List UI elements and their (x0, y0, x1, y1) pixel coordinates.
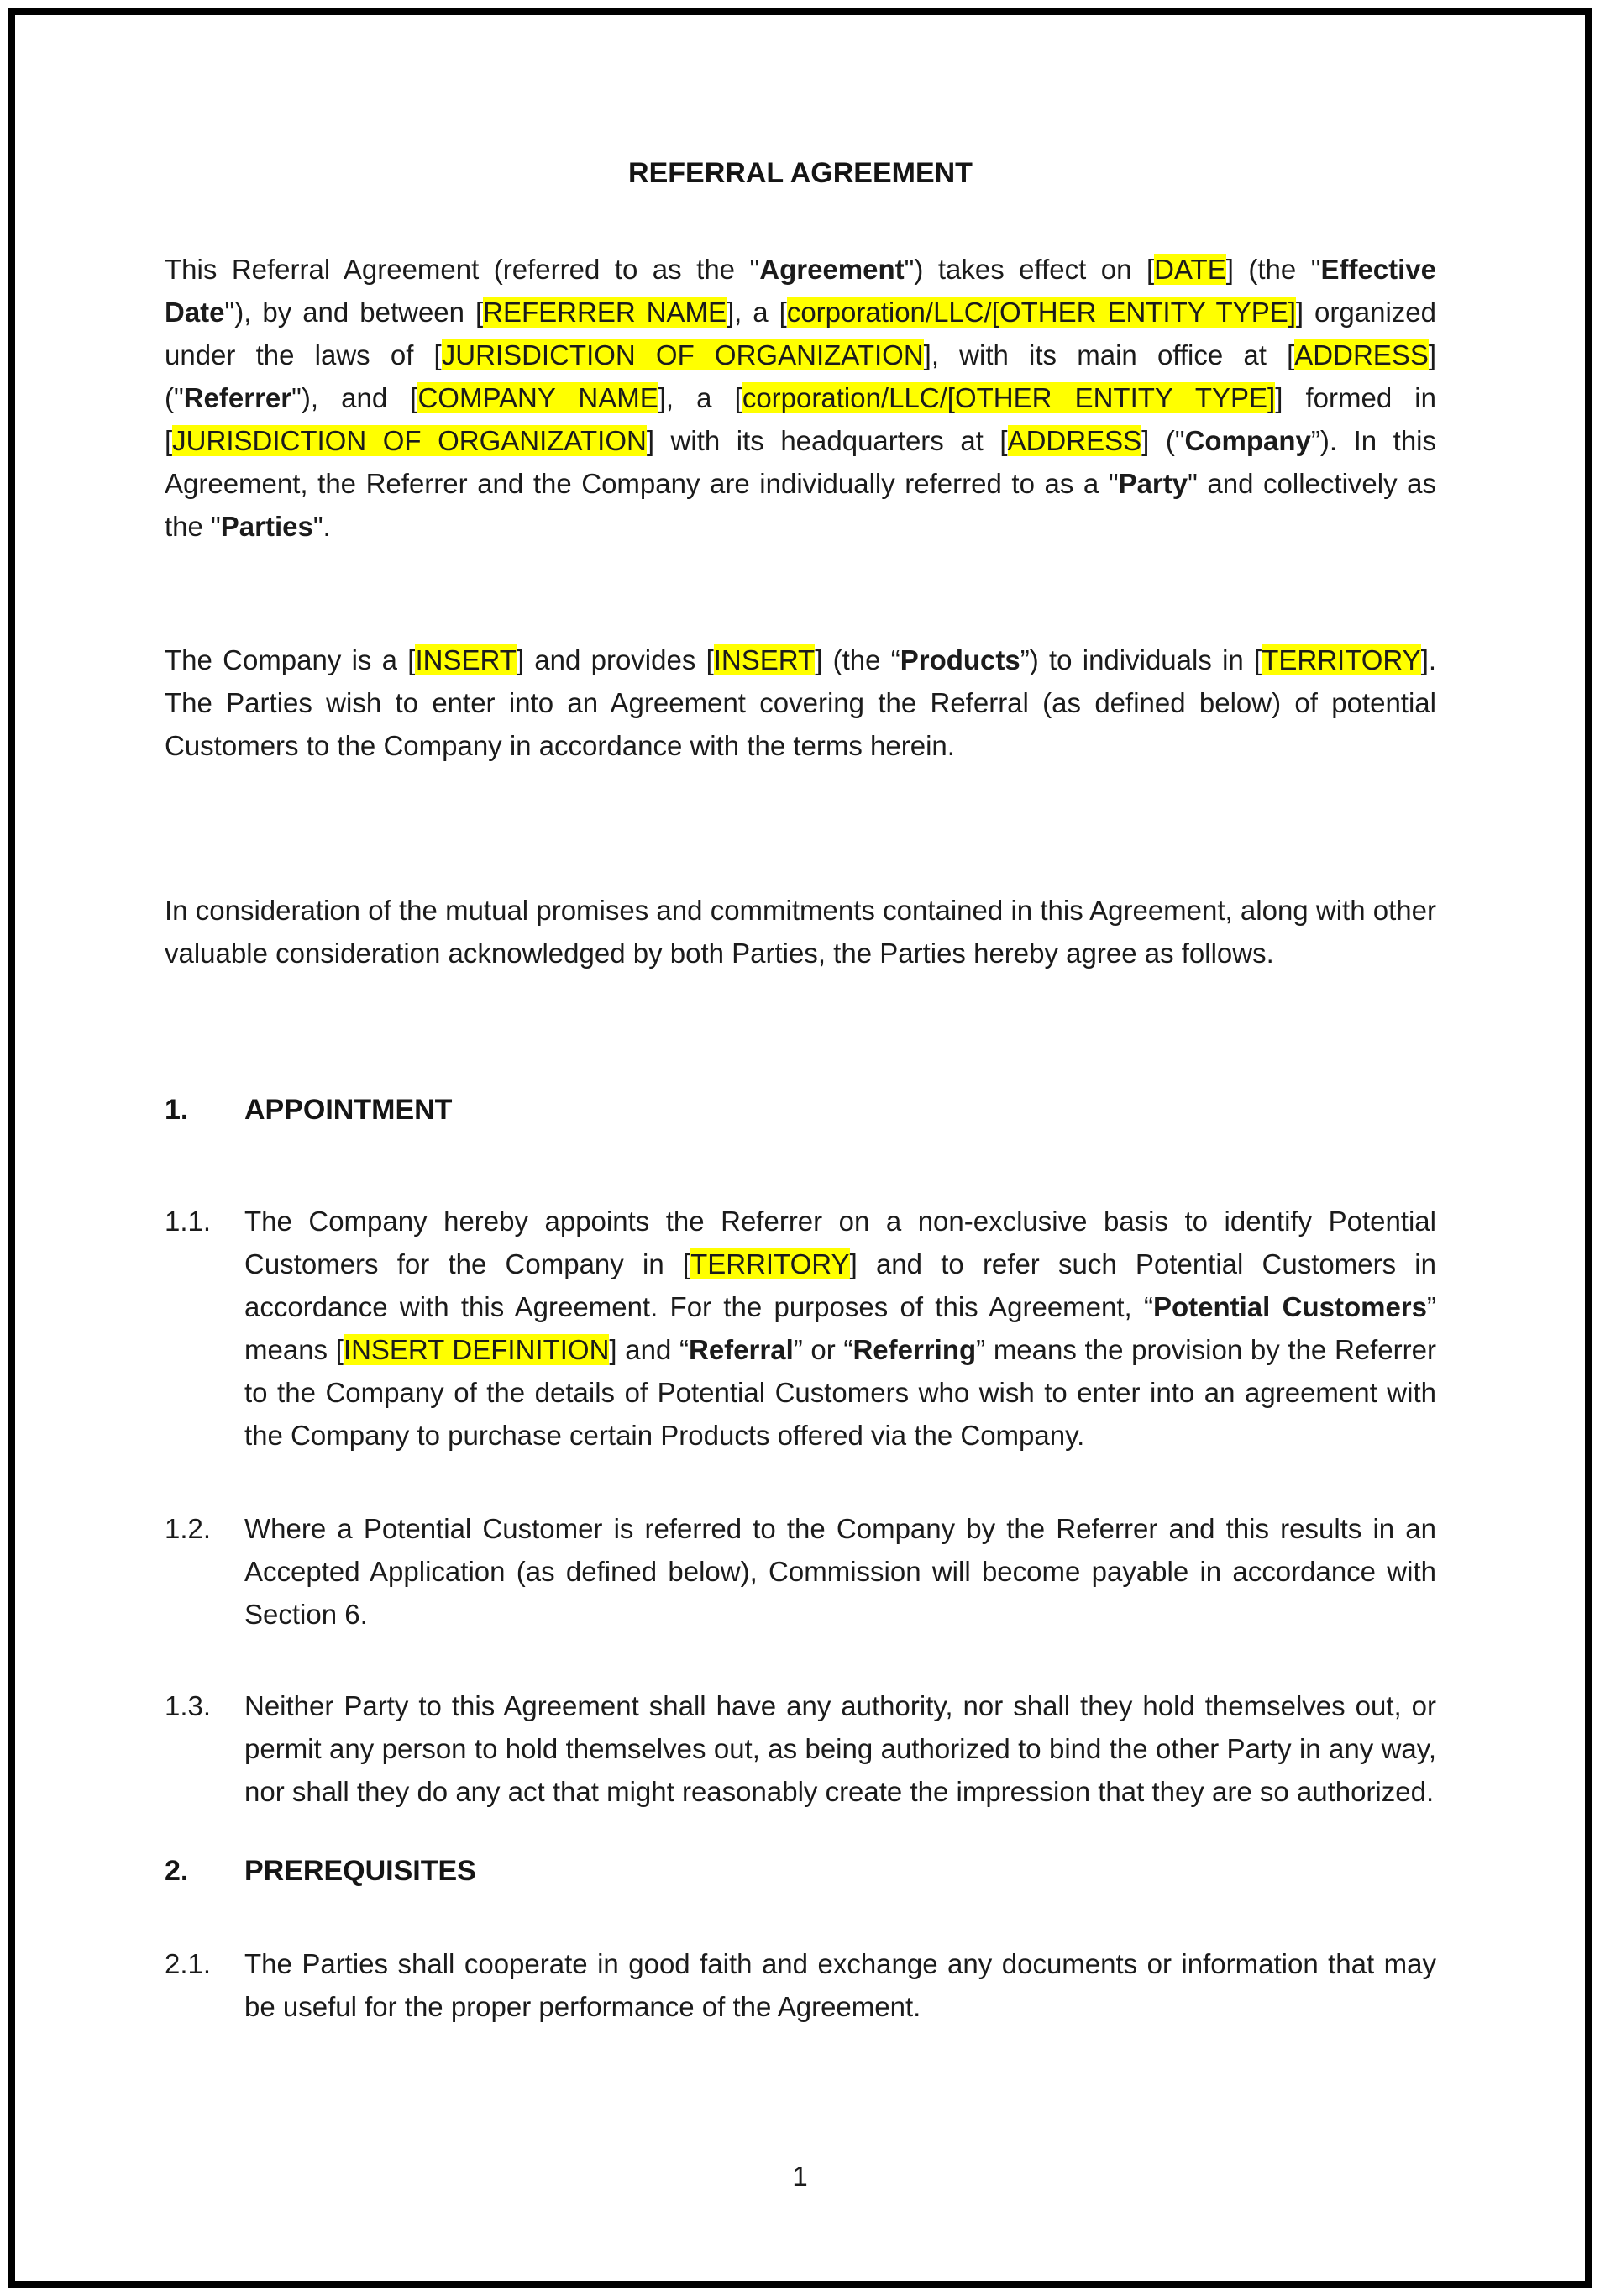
consideration-paragraph: In consideration of the mutual promises and commitments contained in this Agreement, along with other valuable consideration acknowledged by both Parties, the Parties hereby agree as follows. (165, 895, 1436, 969)
clause-1-2 (165, 1507, 1436, 1636)
section-heading-prerequisites (165, 1853, 1436, 1889)
clause-1-1 (165, 1200, 1436, 1457)
intro-paragraph: This Referral Agreement (referred to as the "Agreement") takes effect on [DATE] (the "Effective Date"), by and between [REFERRER NAME], a [corporation/LLC/[OTHER ENTITY TYPE]] organized under the laws of [JURISDICTION OF ORGANIZATION], with its main office at [ADDRESS] ("Referrer"), and [COMPANY NAME], a [corporation/LLC/[OTHER ENTITY TYPE]] formed in [JURISDICTION OF ORGANIZATION] with its headquarters at [ADDRESS] ("Company”). In this Agreement, the Referrer and the Company are individually referred to as a "Party" and collectively as the "Parties". (165, 254, 1437, 542)
recitals-paragraph: The Company is a [INSERT] and provides [INSERT] (the “Products”) to individuals in [TERRITORY]. The Parties wish to enter into an Agreement covering the Referral (as defined below) of potential Customers to the Company in accordance with the terms herein. (165, 644, 1437, 761)
section-number: 1. (165, 1094, 189, 1126)
section-title: APPOINTMENT (244, 1094, 453, 1126)
clause-number: 1.3. (165, 1690, 212, 1721)
clause-number: 1.1. (165, 1206, 212, 1237)
section-title: PREREQUISITES (244, 1855, 476, 1887)
clause-text: Neither Party to this Agreement shall have any authority, nor shall they hold themselves out, or permit any person to hold themselves out, as being authorized to bind the other Party in any way, nor shall they do any act that might reasonably create the impression that they are so authorized. (244, 1690, 1436, 1807)
clause-1-3 (165, 1684, 1436, 1813)
page-number: 1 (792, 2161, 808, 2192)
clause-text: Where a Potential Customer is referred to the Company by the Referrer and this results in an Accepted Application (as defined below), Commission will become payable in accordance with Section 6. (244, 1513, 1436, 1630)
section-number: 2. (165, 1855, 189, 1887)
document-title: REFERRAL AGREEMENT (628, 157, 973, 189)
clause-number: 1.2. (165, 1513, 212, 1544)
clause-number: 2.1. (165, 1948, 212, 1979)
clause-text: The Company hereby appoints the Referrer on a non-exclusive basis to identify Potential Customers for the Company in [TERRITORY] and to refer such Potential Customers in accordance with this Agreement. For the purposes of this Agreement, “Potential Customers” means [INSERT DEFINITION] and “Referral” or “Referring” means the provision by the Referrer to the Company of the details of Potential Customers who wish to enter into an agreement with the Company to purchase certain Products offered via the Company. (244, 1206, 1436, 1451)
section-heading-appointment (165, 1092, 1436, 1127)
document-page (15, 15, 1585, 2281)
clause-2-1 (165, 1942, 1436, 2028)
clause-text: The Parties shall cooperate in good faith and exchange any documents or information that may be useful for the proper performance of the Agreement. (244, 1948, 1436, 2022)
